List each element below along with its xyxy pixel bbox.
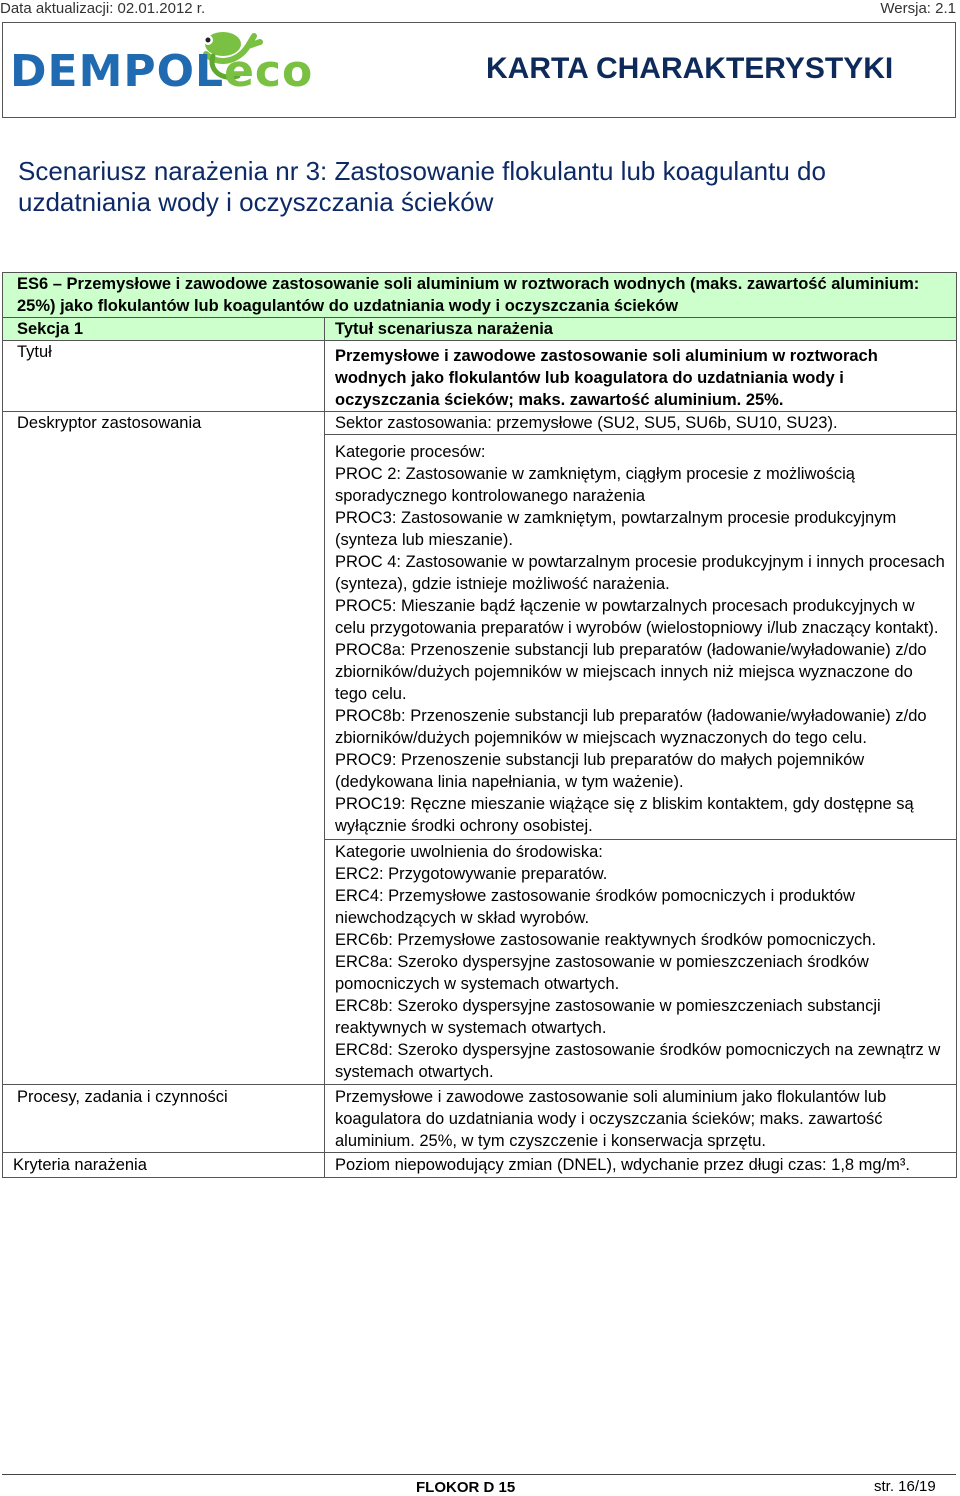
title-value: Przemysłowe i zawodowe zastosowanie soli aluminium w roztworach wodnych jako flokulantów lub koagulatora do uzdatniania wody i oczyszczania ścieków; maks. zawartość aluminium. 25%. — [325, 341, 957, 412]
criteria-label: Kryteria narażenia — [3, 1153, 325, 1178]
proc-line: PROC8b: Przenoszenie substancji lub preparatów (ładowanie/wyładowanie) z/do zbiorników/dużych pojemników w miejscach wyznaczonych do tego celu. — [335, 707, 927, 747]
document-title: KARTA CHARAKTERYSTYKI — [486, 52, 894, 85]
es-title: Przemysłowe i zawodowe zastosowanie soli aluminium w roztworach wodnych (maks. zawartość aluminium: 25%) jako flokulantów lub koagulantów do uzdatniania wody i oczyszczania ścieków — [17, 275, 920, 315]
processes-value: Przemysłowe i zawodowe zastosowanie soli aluminium jako flokulantów lub koagulatora do uzdatniania wody i oczyszczania ścieków; maks. zawartość aluminium. 25%, w tym czyszczenie i konserwacja sprzętu. — [325, 1085, 957, 1153]
proc-line: PROC3: Zastosowanie w zamkniętym, powtarzalnym procesie produkcyjnym (synteza lub mieszanie). — [335, 509, 897, 549]
es-header-cell — [3, 273, 957, 318]
footer-divider — [2, 1474, 956, 1475]
exposure-scenario-table — [2, 272, 957, 1178]
section-title: Tytuł scenariusza narażenia — [325, 318, 957, 341]
processes-label: Procesy, zadania i czynności — [3, 1085, 325, 1153]
logo-text-dempol: DEMPOL — [10, 46, 225, 97]
scenario-heading: Scenariusz narażenia nr 3: Zastosowanie flokulantu lub koagulantu do uzdatniania wody i oczyszczania ścieków — [18, 156, 826, 217]
release-categories — [325, 840, 957, 1085]
criteria-value: Poziom niepowodujący zmian (DNEL), wdychanie przez długi czas: 1,8 mg/m³. — [325, 1153, 957, 1178]
product-name: FLOKOR D 15 — [416, 1479, 516, 1496]
erc-line: ERC2: Przygotowywanie preparatów. — [335, 865, 608, 883]
proc-line: PROC5: Mieszanie bądź łączenie w powtarzalnych procesach produkcyjnych w celu przygotowania preparatów i wyrobów (wielostopniowy i/lub znaczący kontakt). — [335, 597, 939, 637]
proc-line: PROC 2: Zastosowanie w zamkniętym, ciągłym procesie z możliwością sporadycznego kontrolowanego narażenia — [335, 465, 855, 505]
version-label: Wersja: 2.1 — [880, 0, 956, 17]
section-label: Sekcja 1 — [3, 318, 325, 341]
erc-line: ERC4: Przemysłowe zastosowanie środków pomocniczych i produktów niewchodzących w skład wyrobów. — [335, 887, 855, 927]
page-number: str. 16/19 — [874, 1478, 936, 1495]
title-label: Tytuł — [3, 341, 325, 412]
proc-line: PROC 4: Zastosowanie w powtarzalnym procesie produkcyjnym i innych procesach (synteza), gdzie istnieje możliwość narażenia. — [335, 553, 945, 593]
proc-line: PROC9: Przenoszenie substancji lub preparatów do małych pojemników (dedykowana linia napełniania, w tym ważenie). — [335, 751, 865, 791]
erc-line: ERC6b: Przemysłowe zastosowanie reaktywnych środków pomocniczych. — [335, 931, 877, 949]
process-categories — [325, 435, 957, 840]
update-date: Data aktualizacji: 02.01.2012 r. — [0, 0, 206, 17]
descriptor-label: Deskryptor zastosowania — [3, 412, 325, 435]
erc-line: ERC8d: Szeroko dyspersyjne zastosowanie środków pomocniczych na zewnątrz w systemach otwartych. — [335, 1041, 941, 1081]
proc-line: Kategorie procesów: — [335, 443, 486, 461]
descriptor-value: Sektor zastosowania: przemysłowe (SU2, SU5, SU6b, SU10, SU23). — [325, 412, 957, 435]
descriptor-spacer — [3, 435, 325, 1085]
erc-line: ERC8a: Szeroko dyspersyjne zastosowanie w pomieszczeniach środków pomocniczych w systemach otwartych. — [335, 953, 869, 993]
erc-line: ERC8b: Szeroko dyspersyjne zastosowanie w pomieszczeniach substancji reaktywnych w systemach otwartych. — [335, 997, 881, 1037]
company-logo — [10, 46, 313, 97]
logo-text-eco: eco — [224, 46, 314, 97]
proc-line: PROC8a: Przenoszenie substancji lub preparatów (ładowanie/wyładowanie) z/do zbiorników/dużych pojemników w miejscach innych niż miejsca wyznaczone do tego celu. — [335, 641, 927, 703]
es-code: ES6 – — [17, 275, 62, 293]
erc-line: Kategorie uwolnienia do środowiska: — [335, 843, 603, 861]
proc-line: PROC19: Ręczne mieszanie wiążące się z bliskim kontaktem, gdy dostępne są wyłącznie środki ochrony osobistej. — [335, 795, 914, 835]
